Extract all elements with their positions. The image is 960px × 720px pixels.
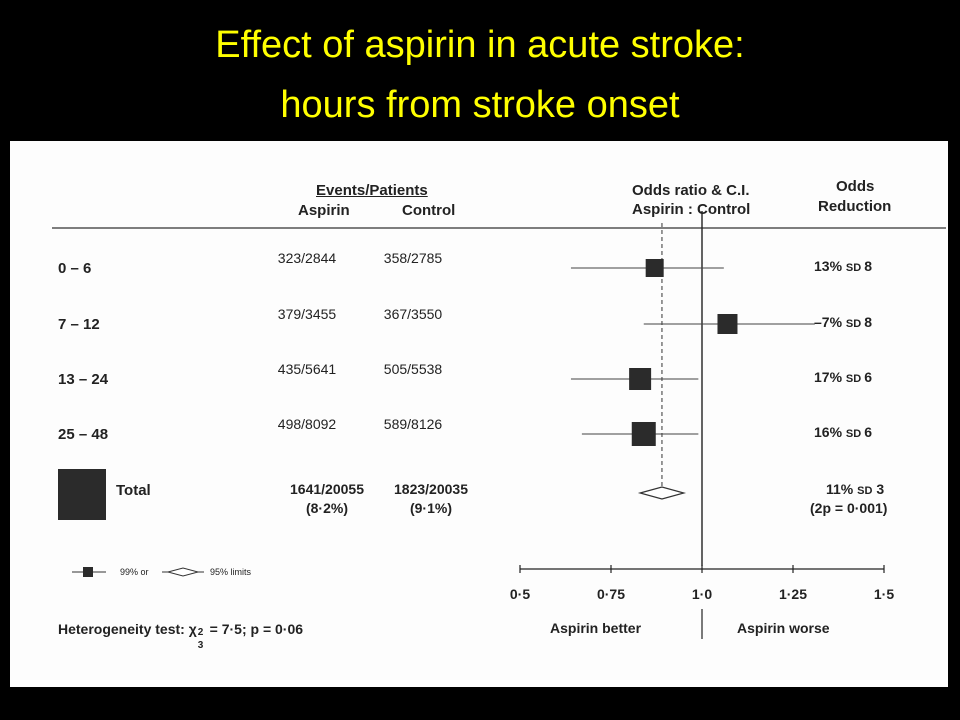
total-aspirin: 1641/20055 [290, 481, 364, 497]
heterogeneity-test: Heterogeneity test: χ 2 3 = 7·5; p = 0·06 [58, 621, 304, 651]
total-marker-square [58, 469, 106, 520]
total-reduction: 11% SD 3 [826, 481, 885, 497]
row-label: 0 – 6 [58, 260, 92, 277]
legend-99-label: 99% or [120, 567, 149, 577]
total-control: 1823/20035 [394, 481, 468, 497]
x-tick-label: 1·5 [873, 586, 895, 602]
total-diamond [640, 487, 684, 499]
total-label: Total [116, 482, 151, 499]
row-reduction: –7% SD 8 [814, 314, 873, 330]
row-label: 7 – 12 [58, 316, 100, 333]
slide-title-line-2: hours from stroke onset [280, 84, 680, 126]
header-events-patients: Events/Patients [316, 182, 428, 199]
x-label-aspirin-better: Aspirin better [550, 620, 642, 636]
total-p-value: (2p = 0·001) [810, 500, 888, 516]
row-control: 589/8126 [383, 416, 443, 432]
row-label: 25 – 48 [58, 426, 109, 443]
legend-99-square [83, 567, 93, 577]
total-aspirin-pct: (8·2%) [305, 500, 348, 516]
row-aspirin: 435/5641 [277, 361, 337, 377]
total-control-pct: (9·1%) [409, 500, 452, 516]
point-estimate-box [717, 314, 737, 334]
legend-95-diamond [168, 568, 198, 576]
x-label-aspirin-worse: Aspirin worse [737, 620, 830, 636]
row-reduction: 17% SD 6 [814, 369, 873, 385]
slide-title-line-1: Effect of aspirin in acute stroke: [215, 24, 745, 66]
legend-95-label: 95% limits [210, 567, 252, 577]
row-reduction: 13% SD 8 [814, 258, 873, 274]
header-odds: Odds [836, 178, 875, 195]
row-control: 367/3550 [383, 306, 443, 322]
row-aspirin: 498/8092 [277, 416, 337, 432]
row-reduction: 16% SD 6 [814, 424, 873, 440]
x-tick-label: 0·5 [509, 586, 531, 602]
row-control: 358/2785 [383, 250, 443, 266]
header-aspirin: Aspirin [298, 202, 350, 219]
row-aspirin: 323/2844 [277, 250, 337, 266]
header-reduction: Reduction [818, 198, 892, 215]
header-control: Control [402, 202, 456, 219]
point-estimate-box [629, 368, 651, 390]
row-aspirin: 379/3455 [277, 306, 337, 322]
row-label: 13 – 24 [58, 371, 109, 388]
x-tick-label: 1·25 [778, 586, 808, 602]
header-odds-ratio-ci: Odds ratio & C.I. [632, 182, 750, 199]
x-tick-label: 1·0 [691, 586, 713, 602]
point-estimate-box [646, 259, 664, 277]
x-tick-label: 0·75 [596, 586, 626, 602]
forest-plot-svg [10, 141, 948, 687]
row-control: 505/5538 [383, 361, 443, 377]
header-aspirin-control: Aspirin : Control [632, 201, 751, 218]
forest-plot-panel [10, 141, 948, 687]
point-estimate-box [632, 422, 656, 446]
